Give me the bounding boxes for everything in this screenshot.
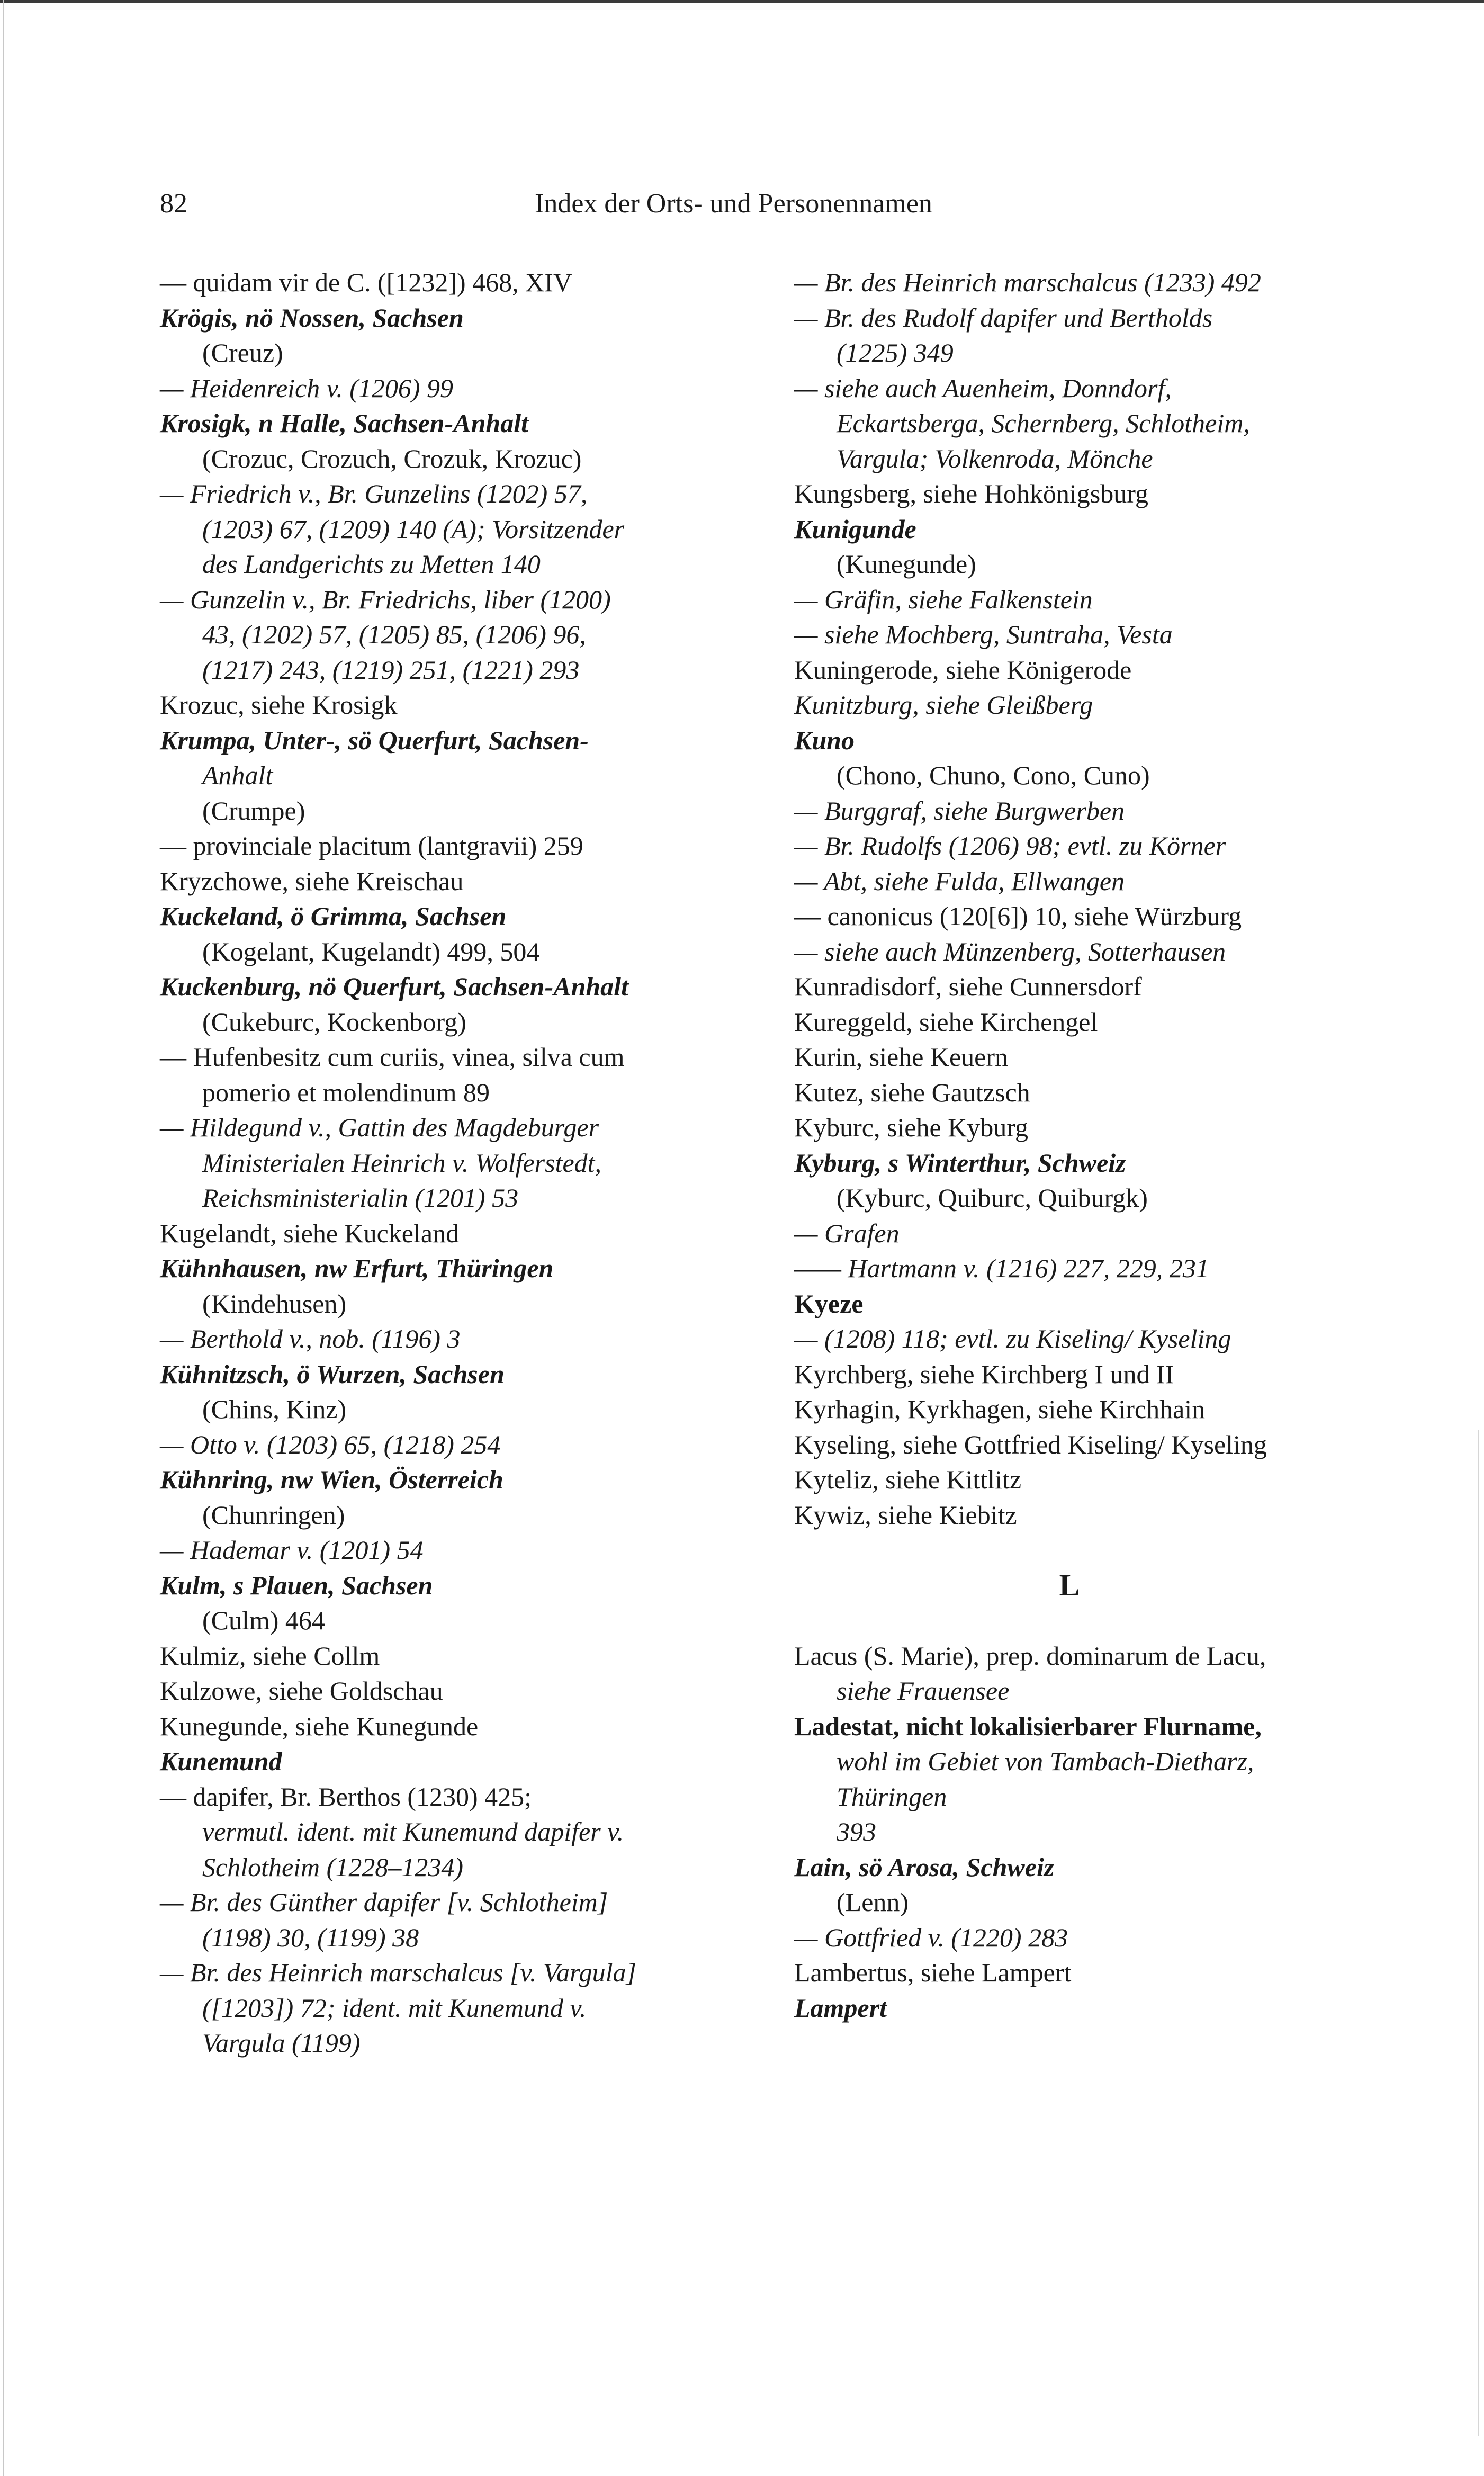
index-entry: Kunegunde, siehe Kunegunde: [160, 1711, 479, 1741]
index-entry: ([1203]) 72; ident. mit Kunemund v.: [202, 1993, 587, 2023]
index-entry: Kühnitzsch, ö Wurzen, Sachsen: [160, 1359, 505, 1389]
index-entry: Kureggeld, siehe Kirchengel: [794, 1007, 1098, 1037]
index-entry: (Kyburc, Quiburc, Quiburgk): [837, 1183, 1148, 1213]
index-entry: Krumpa, Unter-, sö Querfurt, Sachsen-: [160, 725, 589, 755]
index-entry: vermutl. ident. mit Kunemund dapifer v.: [202, 1817, 624, 1846]
index-entry: Vargula (1199): [202, 2028, 361, 2058]
index-entry: — siehe auch Münzenberg, Sotterhausen: [794, 936, 1226, 966]
index-entry: (Kindehusen): [202, 1288, 347, 1318]
index-entry: — Heidenreich v. (1206) 99: [160, 373, 454, 403]
index-entry: — Br. Rudolfs (1206) 98; evtl. zu Körner: [794, 831, 1226, 860]
index-entry: Krozuc, siehe Krosigk: [160, 690, 398, 720]
index-entry: (Creuz): [202, 338, 283, 367]
index-entry: Lacus (S. Marie), prep. dominarum de Lacu,: [794, 1640, 1266, 1671]
index-entry: Kunitzburg, siehe Gleißberg: [794, 690, 1093, 720]
scan-edge-right: [1478, 1430, 1479, 2436]
index-entry: 43, (1202) 57, (1205) 85, (1206) 96,: [202, 620, 586, 649]
index-entry: Kühnring, nw Wien, Österreich: [160, 1465, 503, 1494]
index-entry: Ladestat, nicht lokalisierbarer Flurname,: [794, 1711, 1262, 1741]
index-entry: — Gottfried v. (1220) 283: [794, 1922, 1068, 1952]
index-entry: — Otto v. (1203) 65, (1218) 254: [160, 1429, 501, 1459]
index-entry: Kulzowe, siehe Goldschau: [160, 1676, 443, 1706]
index-entry: wohl im Gebiet von Tambach-Dietharz,: [837, 1746, 1254, 1776]
index-entry: Kuckenburg, nö Querfurt, Sachsen-Anhalt: [160, 972, 628, 1001]
index-entry: Kutez, siehe Gautzsch: [794, 1077, 1030, 1107]
index-entry: —— Hartmann v. (1216) 227, 229, 231: [794, 1253, 1209, 1283]
index-entry: — Hildegund v., Gattin des Magdeburger: [160, 1113, 599, 1142]
index-entry: Kyteliz, siehe Kittlitz: [794, 1465, 1022, 1494]
index-entry: Lampert: [794, 1993, 887, 2023]
index-entry: — Br. des Rudolf dapifer und Bertholds: [794, 302, 1213, 333]
index-entry: (Crozuc, Crozuch, Crozuk, Krozuc): [202, 443, 582, 473]
index-entry: — dapifer, Br. Berthos (1230) 425;: [160, 1781, 532, 1811]
index-entry: — Abt, siehe Fulda, Ellwangen: [794, 866, 1125, 896]
index-entry: Lain, sö Arosa, Schweiz: [794, 1852, 1055, 1882]
index-entry: Kunigunde: [794, 514, 916, 544]
index-entry: Reichsministerialin (1201) 53: [202, 1183, 519, 1213]
index-entry: Kuckeland, ö Grimma, Sachsen: [160, 901, 507, 931]
index-entry: Ministerialen Heinrich v. Wolferstedt,: [202, 1147, 602, 1178]
section-letter: L: [1059, 1567, 1080, 1602]
index-entry: — Burggraf, siehe Burgwerben: [794, 795, 1125, 826]
running-title: Index der Orts- und Personennamen: [535, 189, 932, 219]
index-entry: — Hademar v. (1201) 54: [160, 1535, 424, 1565]
index-entry: Lambertus, siehe Lampert: [794, 1958, 1072, 1987]
index-entry: — Friedrich v., Br. Gunzelins (1202) 57,: [160, 479, 588, 508]
index-entry: Kyrhagin, Kyrkhagen, siehe Kirchhain: [794, 1394, 1206, 1424]
index-entry: Kühnhausen, nw Erfurt, Thüringen: [160, 1253, 554, 1283]
index-entry: (Cukeburc, Kockenborg): [202, 1007, 466, 1037]
index-column-left: [160, 265, 689, 2061]
index-entry: — Gunzelin v., Br. Friedrichs, liber (1200): [160, 584, 611, 614]
index-entry: Kugelandt, siehe Kuckeland: [160, 1218, 460, 1248]
index-entry: (Kunegunde): [837, 549, 976, 579]
index-entry: Kyseling, siehe Gottfried Kiseling/ Kyseling: [794, 1429, 1267, 1459]
index-entry: Kryzchowe, siehe Kreischau: [160, 866, 464, 896]
index-entry: (1203) 67, (1209) 140 (A); Vorsitzender: [202, 514, 625, 544]
index-entry: Thüringen: [837, 1781, 947, 1811]
index-entry: Kywiz, siehe Kiebitz: [794, 1500, 1017, 1530]
index-entry: (Chunringen): [202, 1500, 345, 1530]
index-entry: Anhalt: [202, 760, 273, 790]
index-entry: Kyburg, s Winterthur, Schweiz: [794, 1147, 1126, 1178]
index-entry: (1225) 349: [837, 338, 954, 367]
index-entry: — Hufenbesitz cum curiis, vinea, silva cum: [160, 1042, 625, 1072]
index-entry: (1198) 30, (1199) 38: [202, 1922, 419, 1952]
index-entry: (Culm) 464: [202, 1605, 325, 1635]
index-entry: (Chins, Kinz): [202, 1394, 347, 1424]
index-entry: Vargula; Volkenroda, Mönche: [837, 443, 1153, 473]
index-entry: — quidam vir de C. ([1232]) 468, XIV: [160, 267, 573, 297]
page-header: [0, 183, 1484, 225]
index-entry: — provinciale placitum (lantgravii) 259: [160, 831, 583, 860]
index-entry: Kulm, s Plauen, Sachsen: [160, 1570, 433, 1600]
index-entry: — Gräfin, siehe Falkenstein: [794, 584, 1093, 614]
index-entry: siehe Frauensee: [837, 1676, 1010, 1706]
index-entry: Kulmiz, siehe Collm: [160, 1640, 380, 1671]
index-entry: — Grafen: [794, 1218, 900, 1248]
index-entry: Eckartsberga, Schernberg, Schlotheim,: [837, 408, 1250, 438]
index-entry: Kunemund: [160, 1746, 282, 1776]
index-entry: — siehe Mochberg, Suntraha, Vesta: [794, 620, 1173, 649]
index-entry: — Berthold v., nob. (1196) 3: [160, 1324, 461, 1353]
index-entry: (Crumpe): [202, 795, 305, 826]
index-entry: Kyrchberg, siehe Kirchberg I und II: [794, 1359, 1174, 1389]
index-entry: — Br. des Günther dapifer [v. Schlotheim]: [160, 1887, 608, 1917]
index-entry: (Kogelant, Kugelandt) 499, 504: [202, 936, 540, 966]
index-entry: pomerio et molendinum 89: [202, 1077, 490, 1107]
index-entry: Kuno: [794, 725, 855, 755]
index-entry: Schlotheim (1228–1234): [202, 1852, 463, 1882]
index-entry: (Lenn): [837, 1887, 909, 1917]
index-entry: Kyeze: [794, 1288, 864, 1318]
index-entry: — (1208) 118; evtl. zu Kiseling/ Kyseling: [794, 1324, 1231, 1353]
index-entry: — canonicus (120[6]) 10, siehe Würzburg: [794, 901, 1242, 931]
index-entry: (1217) 243, (1219) 251, (1221) 293: [202, 654, 580, 685]
index-entry: Kuningerode, siehe Königerode: [794, 654, 1132, 685]
index-entry: Krosigk, n Halle, Sachsen-Anhalt: [160, 408, 528, 438]
index-entry: Kyburc, siehe Kyburg: [794, 1113, 1029, 1142]
index-entry: Kungsberg, siehe Hohkönigsburg: [794, 479, 1148, 508]
index-entry: 393: [837, 1817, 876, 1846]
index-entry: Kurin, siehe Keuern: [794, 1042, 1009, 1072]
index-entry: — Br. des Heinrich marschalcus (1233) 492: [794, 267, 1261, 297]
top-border: [0, 0, 1484, 3]
page-number: 82: [160, 189, 187, 219]
index-entry: Krögis, nö Nossen, Sachsen: [160, 302, 464, 333]
index-entry: (Chono, Chuno, Cono, Cuno): [837, 760, 1150, 790]
index-entry: — siehe auch Auenheim, Donndorf,: [794, 373, 1172, 403]
index-entry: des Landgerichts zu Metten 140: [202, 549, 541, 579]
index-entry: Kunradisdorf, siehe Cunnersdorf: [794, 972, 1142, 1001]
index-entry: — Br. des Heinrich marschalcus [v. Vargula]: [160, 1958, 636, 1987]
scan-edge-left: [3, 0, 4, 2476]
index-column-right: [794, 265, 1345, 2025]
